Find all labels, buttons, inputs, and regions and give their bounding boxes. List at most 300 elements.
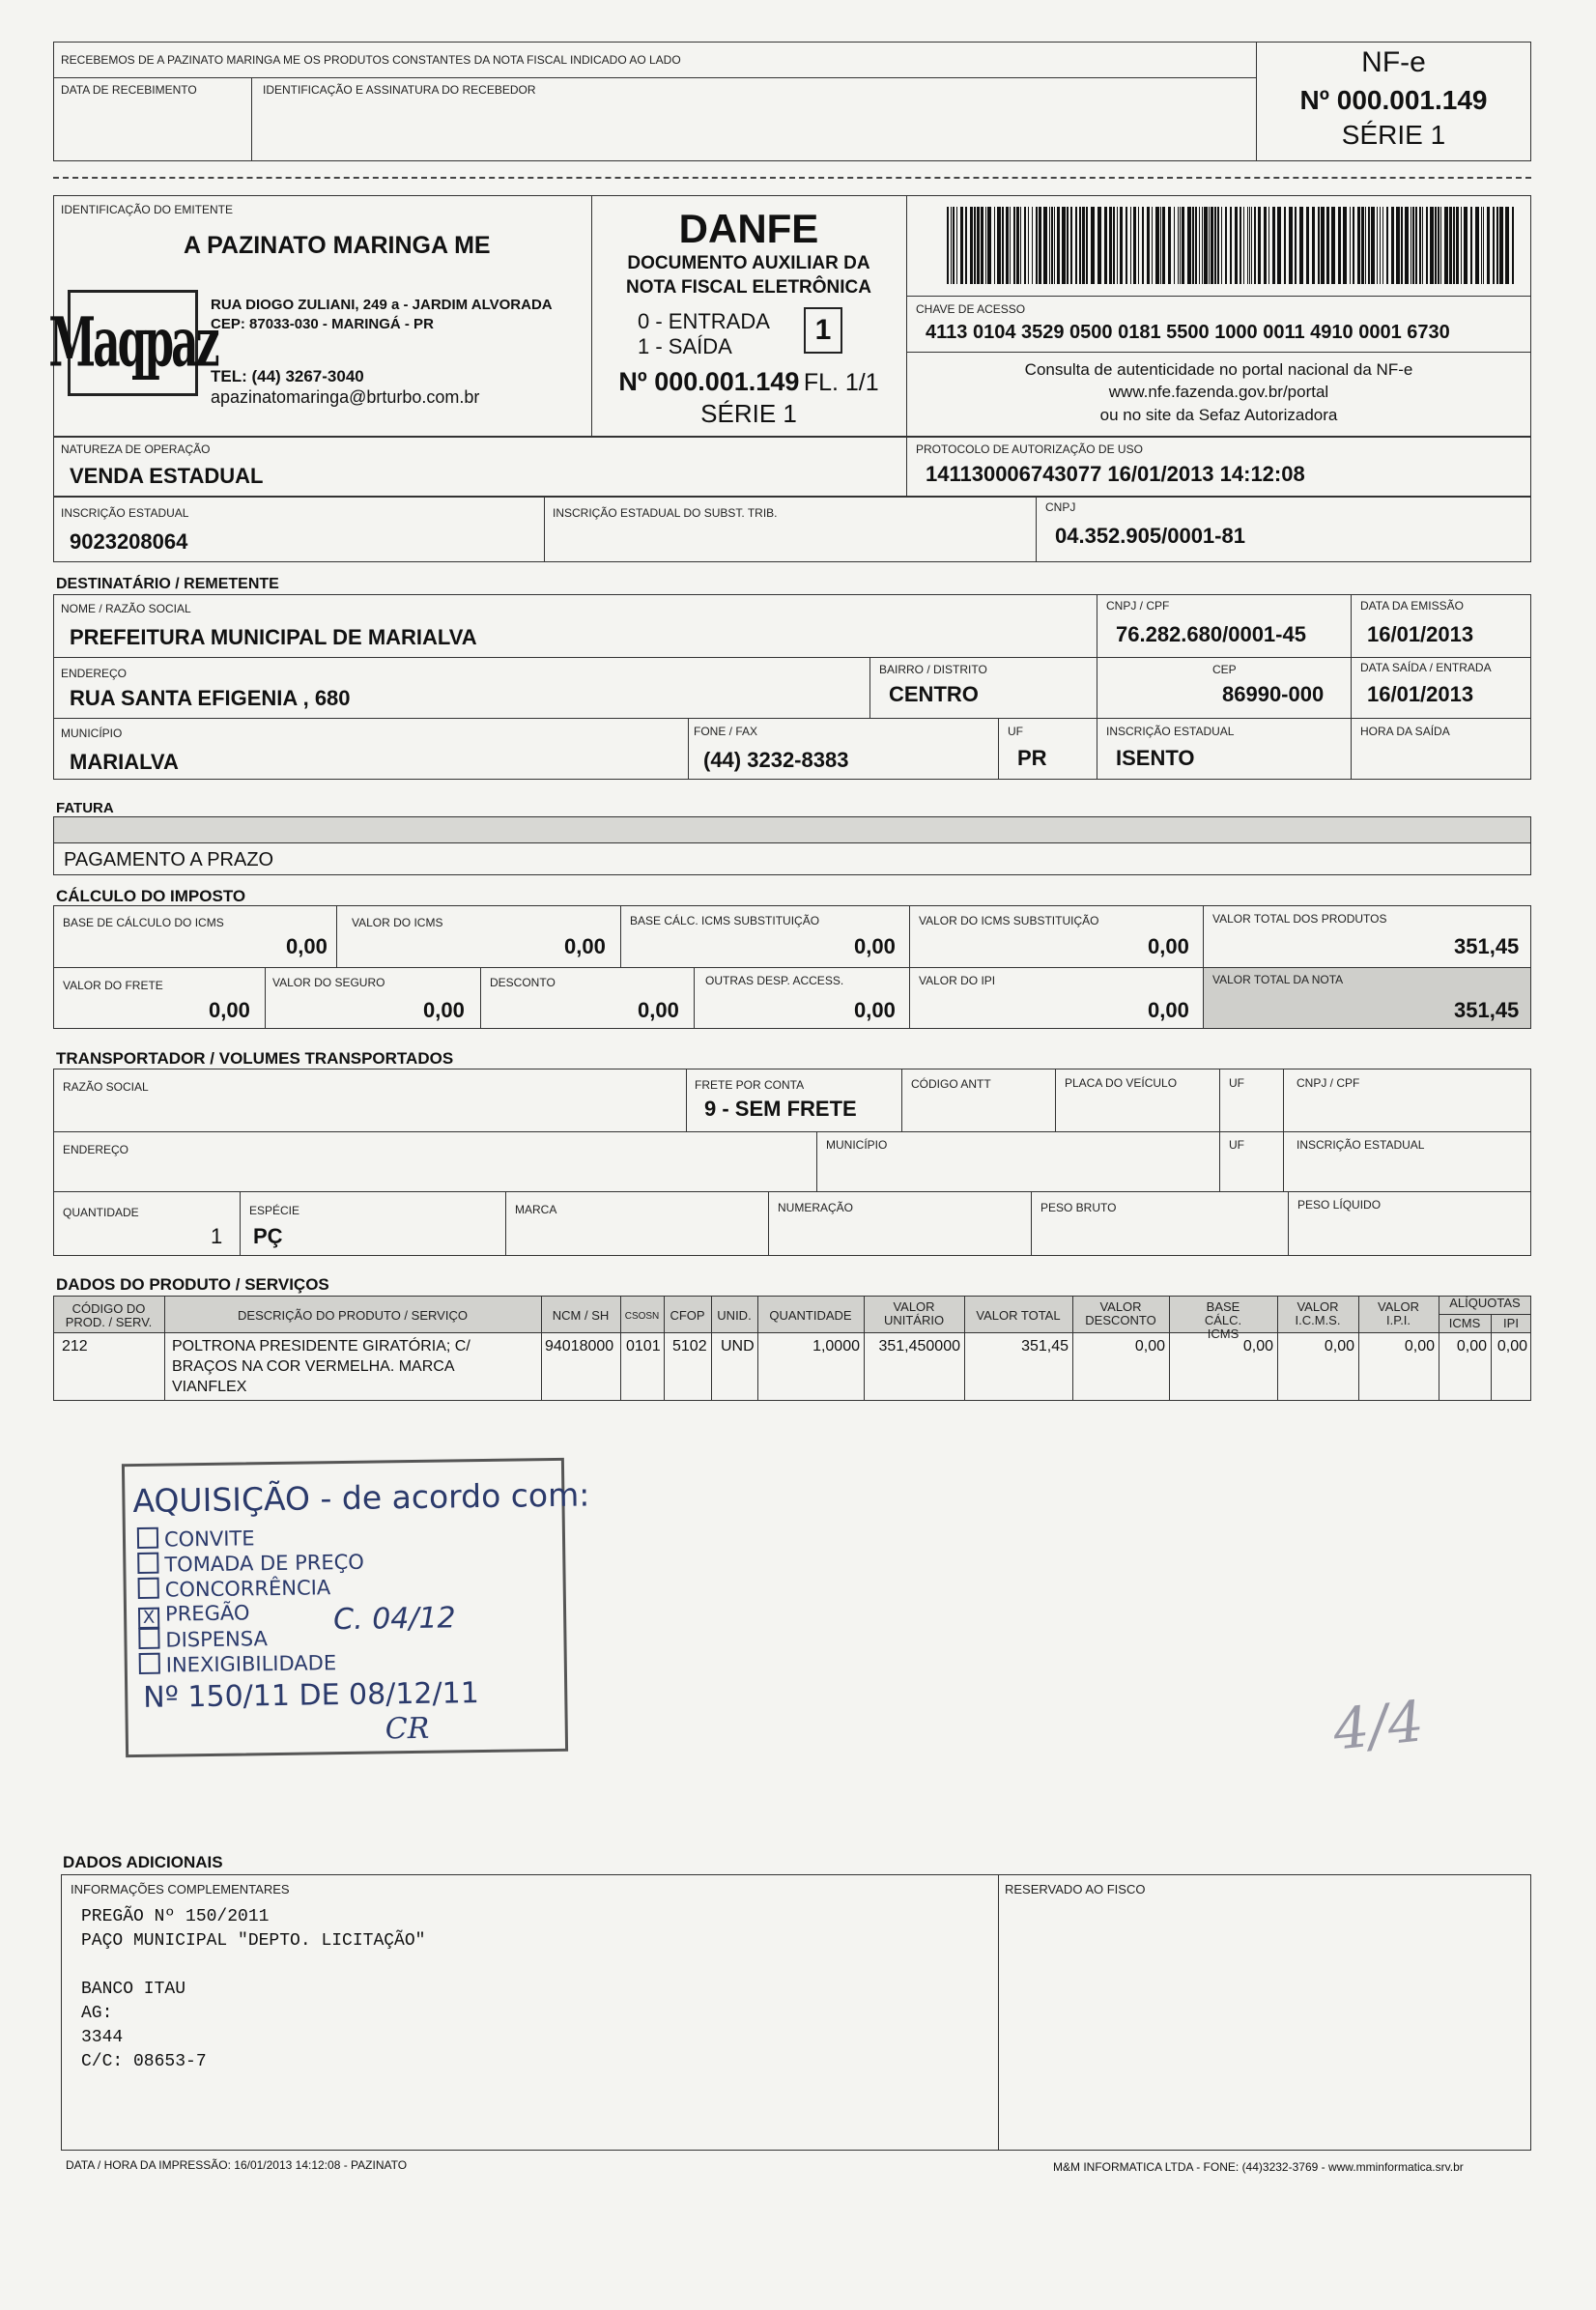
barcode-bar [1168, 207, 1171, 284]
info-line: PREGÃO Nº 150/2011 [81, 1907, 270, 1926]
canhoto-serie: SÉRIE 1 [1341, 120, 1446, 150]
barcode-graphic [947, 207, 1517, 284]
barcode-bar [1062, 207, 1066, 284]
dest-saida: 16/01/2013 [1367, 682, 1474, 706]
dest-uf: PR [1017, 746, 1047, 770]
dest-cep: 86990-000 [1222, 682, 1325, 706]
transp-mun-label: MUNICÍPIO [826, 1138, 888, 1152]
stamp-option-label: CONVITE [163, 1526, 255, 1552]
barcode-bar [1160, 207, 1161, 284]
th-cfop: CFOP [670, 1308, 705, 1323]
dest-section: DESTINATÁRIO / REMETENTE [56, 576, 279, 592]
barcode-bar [1010, 207, 1011, 284]
cut-line [53, 177, 1531, 179]
th-unid: UNID. [717, 1308, 752, 1323]
barcode-bar [1120, 207, 1123, 284]
barcode-bar [1162, 207, 1165, 284]
barcode-bar [1258, 207, 1261, 284]
barcode-bar [1464, 207, 1468, 284]
acquisition-stamp [122, 1458, 590, 1757]
company-logo-text: Maqpaz [48, 303, 217, 383]
dest-cep-label: CEP [1212, 663, 1237, 676]
barcode-bar [1054, 207, 1055, 284]
emitente-phone: TEL: (44) 3267-3040 [211, 367, 364, 385]
base-icms: 0,00 [286, 934, 328, 958]
dest-name-label: NOME / RAZÃO SOCIAL [61, 602, 191, 615]
dest-hora-label: HORA DA SAÍDA [1360, 725, 1450, 738]
barcode-bar [1326, 207, 1329, 284]
stamp-option [139, 1650, 337, 1677]
barcode-bar [1391, 207, 1394, 284]
barcode-bar [1192, 207, 1194, 284]
protocolo-value: 141130006743077 16/01/2013 14:12:08 [926, 462, 1305, 486]
info-line: AG: [81, 2004, 113, 2023]
stamp-signature: CR [385, 1711, 430, 1747]
outras-label: OUTRAS DESP. ACCESS. [705, 974, 844, 987]
barcode-bar [1264, 207, 1267, 284]
barcode-bar [1505, 207, 1509, 284]
barcode-bar [994, 207, 995, 284]
th-vipi: VALOR I.P.I. [1377, 1299, 1420, 1327]
danfe-folha: FL. 1/1 [803, 369, 879, 396]
stamp-option [138, 1601, 250, 1629]
barcode-bar [1483, 207, 1484, 284]
barcode-bar [985, 207, 986, 284]
barcode-bar [1217, 207, 1219, 284]
barcode-bar [1079, 207, 1081, 284]
dest-end-label: ENDEREÇO [61, 667, 128, 680]
checkbox-icon [137, 1553, 158, 1574]
danfe-subtitle2: NOTA FISCAL ELETRÔNICA [625, 277, 872, 298]
ipi-label: VALOR DO IPI [919, 974, 996, 987]
barcode-bar [1493, 207, 1495, 284]
barcode-bar [1251, 207, 1252, 284]
barcode-bar [1126, 207, 1127, 284]
dest-ie-label: INSCRIÇÃO ESTADUAL [1106, 725, 1235, 738]
footer-left: DATA / HORA DA IMPRESSÃO: 16/01/2013 14:12:08 - PAZINATO [66, 2158, 408, 2172]
chave-value: 4113 0104 3529 0500 0181 5500 1000 0011 4910 0001 6730 [926, 322, 1450, 343]
frete-value: 0,00 [209, 998, 250, 1022]
stamp-option [137, 1526, 255, 1552]
row-vicms: 0,00 [1324, 1338, 1354, 1355]
natureza-label: NATUREZA DE OPERAÇÃO [61, 442, 211, 456]
row-cfop: 5102 [672, 1338, 707, 1355]
barcode-bar [1230, 207, 1232, 284]
dest-name: PREFEITURA MUNICIPAL DE MARIALVA [70, 625, 477, 649]
barcode-bar [1438, 207, 1439, 284]
barcode-bar [1295, 207, 1297, 284]
barcode-bar [1475, 207, 1479, 284]
barcode-bar [953, 207, 955, 284]
transp-cnpj-label: CNPJ / CPF [1297, 1076, 1360, 1090]
fatura-shade [54, 817, 1530, 842]
th-descricao: DESCRIÇÃO DO PRODUTO / SERVIÇO [238, 1308, 468, 1323]
barcode-bar [1147, 207, 1150, 284]
transp-razao-label: RAZÃO SOCIAL [63, 1080, 149, 1094]
barcode-bar [1422, 207, 1423, 284]
checkbox-icon [138, 1578, 159, 1599]
row-vipi: 0,00 [1404, 1338, 1435, 1355]
checkbox-icon: X [138, 1608, 159, 1629]
barcode-bar [1312, 207, 1315, 284]
dest-fone: (44) 3232-8383 [703, 748, 849, 772]
transp-frete-label: FRETE POR CONTA [695, 1078, 805, 1092]
dest-bairro: CENTRO [889, 682, 979, 706]
dest-bairro-label: BAIRRO / DISTRITO [879, 663, 987, 676]
transp-esp-label: ESPÉCIE [249, 1204, 300, 1217]
danfe-saida: 1 - SAÍDA [638, 334, 732, 358]
row-unit: 351,450000 [878, 1338, 960, 1355]
barcode-bar [987, 207, 991, 284]
dest-cnpj-label: CNPJ / CPF [1106, 599, 1170, 613]
base-st: 0,00 [854, 934, 896, 958]
row-ncm: 94018000 [545, 1338, 614, 1355]
dest-uf-label: UF [1008, 725, 1023, 738]
th-qtd: QUANTIDADE [769, 1308, 852, 1323]
barcode-bar [1028, 207, 1029, 284]
row-descricao1: POLTRONA PRESIDENTE GIRATÓRIA; C/ [172, 1338, 470, 1355]
transp-uf-label: UF [1229, 1076, 1244, 1090]
transp-uf2-label: UF [1229, 1138, 1244, 1152]
barcode-bar [970, 207, 973, 284]
stamp-option-label: TOMADA DE PREÇO [164, 1550, 365, 1577]
row-codigo: 212 [62, 1338, 88, 1355]
total-prod-label: VALOR TOTAL DOS PRODUTOS [1212, 912, 1387, 926]
fisco-label: RESERVADO AO FISCO [1005, 1882, 1146, 1896]
row-base: 0,00 [1242, 1338, 1273, 1355]
chave-label: CHAVE DE ACESSO [916, 302, 1026, 316]
barcode-bar [1412, 207, 1414, 284]
barcode-bar [1415, 207, 1417, 284]
danfe-serie: SÉRIE 1 [700, 399, 797, 428]
barcode-bar [1235, 207, 1238, 284]
dest-fone-label: FONE / FAX [694, 725, 758, 738]
frete-label: VALOR DO FRETE [63, 979, 163, 992]
barcode-bar [981, 207, 983, 284]
barcode-bar [1512, 207, 1514, 284]
barcode-bar [1133, 207, 1136, 284]
transp-num-label: NUMERAÇÃO [778, 1201, 854, 1214]
canhoto-receipt-text: RECEBEMOS DE A PAZINATO MARINGA ME OS PRODUTOS CONSTANTES DA NOTA FISCAL INDICADO AO LADO [61, 53, 681, 67]
barcode-bar [1377, 207, 1378, 284]
transp-placa-label: PLACA DO VEÍCULO [1065, 1076, 1178, 1090]
barcode-bar [1199, 207, 1200, 284]
transp-qtd-label: QUANTIDADE [63, 1206, 139, 1219]
checkbox-icon [138, 1628, 159, 1649]
info-line [81, 1954, 425, 1978]
consulta-line3: ou no site da Sefaz Autorizadora [1099, 406, 1338, 424]
protocolo-label: PROTOCOLO DE AUTORIZAÇÃO DE USO [916, 442, 1143, 456]
th-csosn: CSOSN [624, 1311, 660, 1322]
barcode-bar [1361, 207, 1364, 284]
barcode-bar [1113, 207, 1115, 284]
barcode-bar [1461, 207, 1462, 284]
barcode-bar [1499, 207, 1503, 284]
barcode-bar [977, 207, 980, 284]
th-aliq-ipi: IPI [1503, 1316, 1519, 1330]
barcode-bar [1155, 207, 1159, 284]
info-lines [81, 1905, 425, 2074]
danfe-subtitle1: DOCUMENTO AUXILIAR DA [627, 253, 870, 273]
barcode-bar [1470, 207, 1472, 284]
transp-antt-label: CÓDIGO ANTT [911, 1077, 991, 1091]
fatura-value: PAGAMENTO A PRAZO [64, 849, 274, 870]
total-nota-label: VALOR TOTAL DA NOTA [1212, 973, 1344, 986]
barcode-bar [1032, 207, 1033, 284]
checkbox-icon [139, 1653, 160, 1674]
barcode-bar [1396, 207, 1400, 284]
emitente-address2: CEP: 87033-030 - MARINGÁ - PR [211, 316, 434, 332]
barcode-bar [1435, 207, 1437, 284]
info-line: BANCO ITAU [81, 1980, 186, 1999]
barcode-bar [947, 207, 949, 284]
barcode-bar [1117, 207, 1118, 284]
stamp-title: AQUISIÇÃO - de acordo com: [132, 1475, 590, 1521]
row-total: 351,45 [1021, 1338, 1069, 1355]
barcode-bar [1401, 207, 1403, 284]
stamp-option [138, 1626, 268, 1652]
barcode-bar [1214, 207, 1216, 284]
th-aliq-icms: ICMS [1448, 1316, 1481, 1330]
row-qtd: 1,0000 [812, 1338, 860, 1355]
barcode-bar [1254, 207, 1256, 284]
barcode-bar [1380, 207, 1381, 284]
total-prod: 351,45 [1454, 934, 1520, 958]
barcode-bar [1318, 207, 1320, 284]
row-unid: UND [721, 1338, 755, 1355]
barcode-bar [1195, 207, 1197, 284]
barcode-bar [1204, 207, 1208, 284]
stamp-option [137, 1550, 364, 1577]
barcode-bar [1202, 207, 1203, 284]
barcode-bar [1277, 207, 1281, 284]
base-icms-label: BASE DE CÁLCULO DO ICMS [63, 916, 224, 929]
barcode-bar [1109, 207, 1112, 284]
barcode-bar [1180, 207, 1181, 284]
valor-icms: 0,00 [564, 934, 606, 958]
seguro-value: 0,00 [423, 998, 465, 1022]
row-csosn: 0101 [626, 1338, 661, 1355]
barcode-bar [1357, 207, 1360, 284]
barcode-bar [1130, 207, 1131, 284]
th-unit: VALOR UNITÁRIO [883, 1299, 945, 1327]
cnpj-value: 04.352.905/0001-81 [1055, 524, 1245, 548]
barcode-bar [1481, 207, 1482, 284]
dest-ie: ISENTO [1116, 746, 1195, 770]
cnpj-label: CNPJ [1045, 500, 1076, 514]
emitente-name: A PAZINATO MARINGA ME [184, 232, 491, 259]
th-codigo: CÓDIGO DO PROD. / SERV. [65, 1301, 153, 1329]
barcode-bar [1487, 207, 1490, 284]
th-ncm: NCM / SH [552, 1308, 610, 1323]
dest-emissao-label: DATA DA EMISSÃO [1360, 599, 1464, 613]
barcode-bar [1187, 207, 1191, 284]
info-line: PAÇO MUNICIPAL "DEPTO. LICITAÇÃO" [81, 1931, 426, 1951]
canhoto-number: Nº 000.001.149 [1299, 85, 1488, 115]
emitente-email: apazinatomaringa@brturbo.com.br [211, 387, 480, 407]
natureza-value: VENDA ESTADUAL [70, 464, 264, 488]
natureza-block [53, 437, 1531, 497]
barcode-bar [974, 207, 976, 284]
barcode-bar [1243, 207, 1244, 284]
info-line: 3344 [81, 2028, 124, 2047]
barcode-bar [1086, 207, 1088, 284]
dest-emissao: 16/01/2013 [1367, 622, 1474, 646]
stamp-option-label: INEXIGIBILIDADE [165, 1651, 337, 1677]
barcode-bar [1343, 207, 1347, 284]
barcode-bar [1449, 207, 1452, 284]
dest-end: RUA SANTA EFIGENIA , 680 [70, 686, 351, 710]
barcode-bar [1331, 207, 1335, 284]
stamp-option [138, 1575, 331, 1602]
barcode-bar [1382, 207, 1383, 284]
barcode-bar [1368, 207, 1370, 284]
barcode-bar [1249, 207, 1250, 284]
row-aliq-icms: 0,00 [1456, 1338, 1487, 1355]
company-logo [48, 290, 217, 396]
barcode-bar [960, 207, 963, 284]
stamp-option-label: DISPENSA [165, 1627, 269, 1652]
base-st-label: BASE CÁLC. ICMS SUBSTITUIÇÃO [630, 914, 820, 927]
ie-label: INSCRIÇÃO ESTADUAL [61, 506, 189, 520]
ie-block [53, 497, 1531, 562]
th-vicms: VALOR I.C.M.S. [1295, 1299, 1341, 1327]
transp-end-label: ENDEREÇO [63, 1143, 129, 1156]
stamp-option-label: PREGÃO [164, 1601, 250, 1626]
transp-esp: PÇ [253, 1224, 283, 1248]
handwritten-page-number: 4/4 [1329, 1688, 1427, 1763]
row-desconto: 0,00 [1134, 1338, 1165, 1355]
row-descricao3: VIANFLEX [172, 1379, 247, 1395]
barcode-bar [1371, 207, 1375, 284]
barcode-bar [965, 207, 967, 284]
barcode-bar [1174, 207, 1175, 284]
produtos-section: DADOS DO PRODUTO / SERVIÇOS [56, 1275, 329, 1294]
barcode-bar [1299, 207, 1303, 284]
barcode-bar [1138, 207, 1139, 284]
barcode-bar [1036, 207, 1038, 284]
barcode-bar [1225, 207, 1227, 284]
barcode-bar [1002, 207, 1004, 284]
th-aliq: ALÍQUOTAS [1449, 1296, 1521, 1310]
stamp-pregao-num: C. 04/12 [332, 1601, 456, 1638]
barcode-bar [1289, 207, 1293, 284]
danfe-title: DANFE [678, 206, 819, 251]
barcode-bar [1182, 207, 1184, 284]
barcode-bar [1365, 207, 1366, 284]
barcode-bar [1211, 207, 1213, 284]
consulta-line1: Consulta de autenticidade no portal nacional da NF-e [1024, 360, 1413, 379]
barcode-bar [956, 207, 957, 284]
fatura-section: FATURA [56, 800, 114, 816]
barcode-bar [1496, 207, 1498, 284]
barcode-bar [1070, 207, 1072, 284]
barcode-bar [1024, 207, 1026, 284]
ipi-value: 0,00 [1148, 998, 1189, 1022]
row-aliq-ipi: 0,00 [1496, 1338, 1527, 1355]
danfe-entrada: 0 - ENTRADA [638, 309, 770, 333]
danfe-number: Nº 000.001.149 [618, 367, 800, 396]
barcode-bar [1049, 207, 1050, 284]
emitente-label: IDENTIFICAÇÃO DO EMITENTE [61, 203, 234, 216]
date-received-label: DATA DE RECEBIMENTO [61, 83, 197, 97]
barcode-bar [1284, 207, 1286, 284]
transp-bruto-label: PESO BRUTO [1040, 1201, 1117, 1214]
barcode-bar [1444, 207, 1448, 284]
dest-cnpj: 76.282.680/0001-45 [1116, 622, 1306, 646]
barcode-bar [1016, 207, 1019, 284]
barcode-bar [1268, 207, 1269, 284]
receiver-signature-label: IDENTIFICAÇÃO E ASSINATURA DO RECEBEDOR [263, 83, 536, 97]
desconto-label: DESCONTO [490, 976, 556, 989]
barcode-bar [1039, 207, 1041, 284]
danfe-number-line [591, 367, 906, 397]
th-total: VALOR TOTAL [976, 1308, 1061, 1323]
barcode-bar [1306, 207, 1309, 284]
barcode-bar [1240, 207, 1241, 284]
adicionais-section: DADOS ADICIONAIS [63, 1853, 223, 1871]
th-base: BASE CÁLC. ICMS [1204, 1299, 1242, 1341]
barcode-bar [1221, 207, 1222, 284]
seguro-label: VALOR DO SEGURO [272, 976, 385, 989]
barcode-bar [1453, 207, 1455, 284]
barcode-bar [1152, 207, 1153, 284]
transp-qtd: 1 [211, 1224, 223, 1248]
barcode-bar [1456, 207, 1459, 284]
info-label: INFORMAÇÕES COMPLEMENTARES [71, 1882, 290, 1896]
outras-value: 0,00 [854, 998, 896, 1022]
dest-mun-label: MUNICÍPIO [61, 727, 123, 740]
stamp-numero: Nº 150/11 DE 08/12/11 [143, 1676, 480, 1715]
valor-st-label: VALOR DO ICMS SUBSTITUIÇÃO [919, 914, 1099, 927]
barcode-bar [1020, 207, 1021, 284]
valor-st: 0,00 [1148, 934, 1189, 958]
barcode-bar [1006, 207, 1009, 284]
ie-value: 9023208064 [70, 529, 188, 554]
stamp-option-label: CONCORRÊNCIA [164, 1576, 331, 1602]
danfe-tipo-box: 1 [804, 307, 842, 354]
barcode-bar [1013, 207, 1015, 284]
barcode-bar [1043, 207, 1047, 284]
transp-frete: 9 - SEM FRETE [704, 1097, 857, 1121]
barcode-bar [997, 207, 1001, 284]
footer-right: M&M INFORMATICA LTDA - FONE: (44)3232-3769 - www.mminformatica.srv.br [1053, 2160, 1464, 2174]
barcode-bar [1321, 207, 1325, 284]
barcode-bar [1272, 207, 1275, 284]
transp-ie-label: INSCRIÇÃO ESTADUAL [1297, 1138, 1425, 1152]
barcode-bar [1419, 207, 1421, 284]
total-nota: 351,45 [1454, 998, 1520, 1022]
barcode-bar [1426, 207, 1428, 284]
emitente-address1: RUA DIOGO ZULIANI, 249 a - JARDIM ALVORADA [211, 297, 553, 313]
barcode [947, 207, 1517, 284]
barcode-bar [1440, 207, 1441, 284]
barcode-bar [1067, 207, 1069, 284]
consulta-line2: www.nfe.fazenda.gov.br/portal [1108, 383, 1329, 401]
barcode-bar [1057, 207, 1060, 284]
barcode-bar [1051, 207, 1053, 284]
barcode-bar [1405, 207, 1409, 284]
barcode-bar [1142, 207, 1144, 284]
barcode-bar [1386, 207, 1388, 284]
barcode-bar [1104, 207, 1107, 284]
dest-saida-label: DATA SAÍDA / ENTRADA [1360, 661, 1492, 674]
row-descricao2: BRAÇOS NA COR VERMELHA. MARCA [172, 1358, 455, 1375]
barcode-bar [1338, 207, 1341, 284]
barcode-bar [1082, 207, 1085, 284]
th-desconto: VALOR DESCONTO [1085, 1299, 1156, 1327]
barcode-bar [1097, 207, 1101, 284]
